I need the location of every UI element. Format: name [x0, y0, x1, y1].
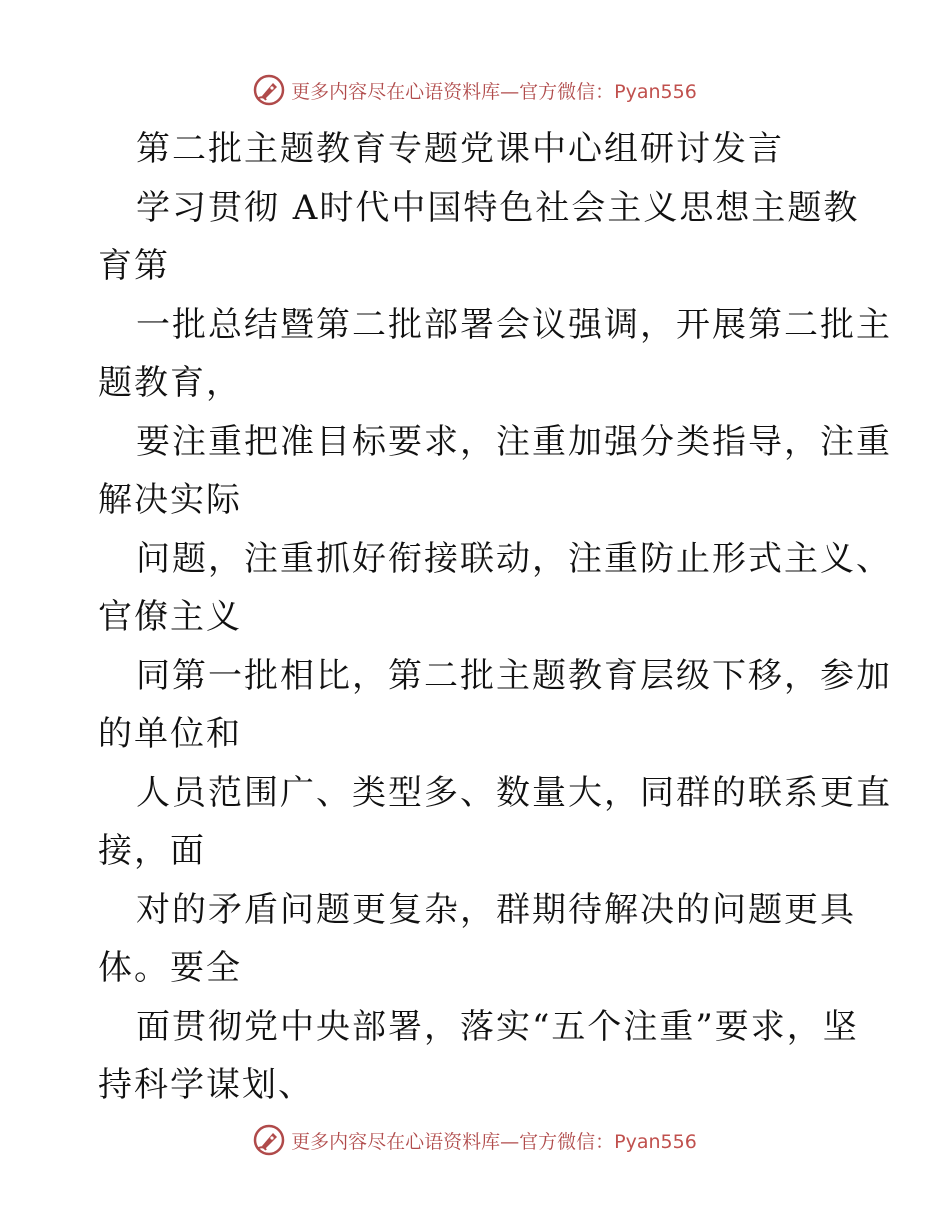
watermark-content: [253, 1124, 697, 1156]
pen-nib-logo-icon: [253, 1124, 285, 1156]
text-line: 的单位和: [98, 714, 242, 754]
text-line: 对的矛盾问题更复杂，群期待解决的问题更具: [136, 889, 856, 930]
pen-nib-logo-icon: [253, 74, 285, 106]
text-line: 一批总结暨第二批部署会议强调，开展第二批主: [136, 304, 892, 345]
watermark-text: [291, 77, 697, 104]
watermark-prefix: 更多内容尽在心语资料库—官方微信：: [291, 1130, 615, 1153]
text-line: 问题，注重抓好衔接联动，注重防止形式主义、: [136, 538, 892, 579]
text-line: 同第一批相比，第二批主题教育层级下移，参加: [136, 655, 892, 696]
watermark-wechat-id: Pyan556: [614, 80, 697, 103]
text-line: 学习贯彻 A时代中国特色社会主义思想主题教: [136, 187, 860, 228]
text-line: 人员范围广、类型多、数量大，同群的联系更直: [136, 772, 892, 813]
text-line: 育第: [98, 246, 170, 286]
text-line: 持科学谋划、: [98, 1065, 314, 1105]
header-watermark: [0, 70, 950, 110]
text-line: 题教育，: [98, 363, 242, 403]
footer-watermark: [0, 1120, 950, 1160]
text-line: 体。要全: [98, 948, 242, 988]
text-line: 官僚主义: [98, 597, 242, 637]
text-line: 要注重把准目标要求，注重加强分类指导，注重: [136, 421, 892, 462]
watermark-text: [291, 1127, 697, 1154]
text-line: 接，面: [98, 831, 206, 871]
document-body: [98, 120, 892, 1115]
text-line: 解决实际: [98, 480, 242, 520]
text-line: 面贯彻党中央部署，落实“五个注重”要求，坚: [136, 1006, 859, 1047]
watermark-prefix: 更多内容尽在心语资料库—官方微信：: [291, 80, 615, 103]
text-line: 第二批主题教育专题党课中心组研讨发言: [136, 129, 784, 169]
watermark-wechat-id: Pyan556: [614, 1130, 697, 1153]
watermark-content: [253, 74, 697, 106]
